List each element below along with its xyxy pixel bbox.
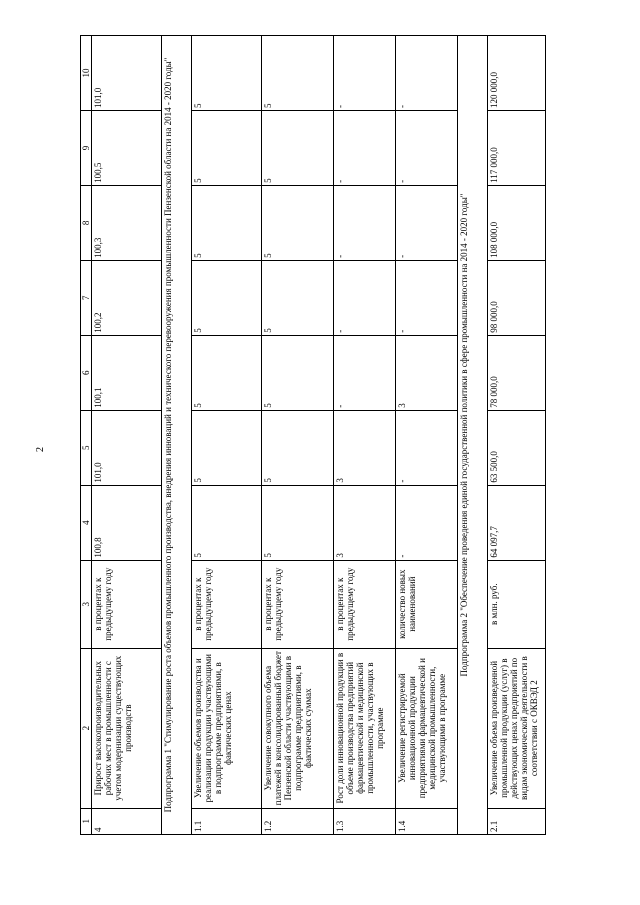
indicator-name: Увеличение объемов производства и реализации продукции участвующими в подпрограмме предприятиями, в фактических ценах: [192, 648, 262, 808]
row-number: 2.1: [488, 808, 546, 834]
indicator-table-container: [80, 35, 600, 835]
value-cell: 3: [396, 335, 458, 410]
value-cell: 100,8: [92, 485, 162, 560]
table-row: [92, 36, 162, 835]
value-cell: 5: [192, 335, 262, 410]
row-number: 4: [92, 808, 162, 834]
value-cell: 120 000,0: [488, 36, 546, 111]
header-row: [81, 36, 92, 835]
value-cell: -: [334, 110, 396, 185]
row-number: 1.4: [396, 808, 458, 834]
value-cell: -: [334, 335, 396, 410]
value-cell: 100,5: [92, 110, 162, 185]
value-cell: 117 000,0: [488, 110, 546, 185]
value-cell: 101,0: [92, 36, 162, 111]
value-cell: 78 000,0: [488, 335, 546, 410]
page-number: 2: [35, 447, 46, 452]
value-cell: 5: [262, 185, 334, 260]
value-cell: 5: [192, 260, 262, 335]
table-row: [262, 36, 334, 835]
row-number: 1.3: [334, 808, 396, 834]
value-cell: 3: [334, 410, 396, 485]
header-cell: 4: [81, 485, 92, 560]
unit: в млн. руб.: [488, 560, 546, 648]
header-cell: 2: [81, 648, 92, 808]
table-row: [192, 36, 262, 835]
value-cell: -: [334, 36, 396, 111]
value-cell: 5: [262, 36, 334, 111]
value-cell: 101,0: [92, 410, 162, 485]
indicator-name: Увеличение объема произведенной промышленной продукции (услуг) в действующих ценах предприятий по видам экономической деятельности в соответствии с ОКВЭД 2: [488, 648, 546, 808]
value-cell: 5: [262, 110, 334, 185]
value-cell: 100,2: [92, 260, 162, 335]
table-row: [488, 36, 546, 835]
value-cell: 3: [334, 485, 396, 560]
subprogram-title: Подпрограмма 1 "Стимулирование роста объемов промышленного производства, внедрения инноваций и технического перевооружения промышленности Пензенской области на 2014 - 2020 годы": [162, 36, 192, 835]
value-cell: -: [396, 110, 458, 185]
value-cell: 64 097,7: [488, 485, 546, 560]
header-cell: 5: [81, 410, 92, 485]
subprogram-row: [162, 36, 192, 835]
unit: в процентах к предыдущему году: [334, 560, 396, 648]
value-cell: 108 000,0: [488, 185, 546, 260]
header-cell: 9: [81, 110, 92, 185]
value-cell: 100,3: [92, 185, 162, 260]
value-cell: -: [396, 260, 458, 335]
value-cell: -: [396, 485, 458, 560]
value-cell: 5: [192, 36, 262, 111]
value-cell: -: [396, 185, 458, 260]
unit: в процентах к предыдущему году: [92, 560, 162, 648]
indicator-name: Рост доли инновационной продукции в объеме производства предприятий фармацевтической и медицинской промышленности, участвующих в программе: [334, 648, 396, 808]
indicator-table: [80, 35, 546, 835]
unit: в процентах к предыдущему году: [262, 560, 334, 648]
header-cell: 10: [81, 36, 92, 111]
header-cell: 3: [81, 560, 92, 648]
row-number: 1.2: [262, 808, 334, 834]
value-cell: 5: [262, 260, 334, 335]
header-cell: 1: [81, 808, 92, 834]
value-cell: 63 500,0: [488, 410, 546, 485]
value-cell: 5: [192, 185, 262, 260]
unit: в процентах к предыдущему году: [192, 560, 262, 648]
indicator-name: Прирост высокопроизводительных рабочих мест в промышленности с учетом модернизации существующих производств: [92, 648, 162, 808]
value-cell: 98 000,0: [488, 260, 546, 335]
value-cell: -: [396, 36, 458, 111]
value-cell: 5: [192, 110, 262, 185]
header-cell: 7: [81, 260, 92, 335]
header-cell: 6: [81, 335, 92, 410]
value-cell: 100,1: [92, 335, 162, 410]
table-row: [334, 36, 396, 835]
value-cell: -: [396, 410, 458, 485]
indicator-name: Увеличение регистрируемой инновационной продукции предприятиями фармацевтической и медицинской промышленности, участвующими в программе: [396, 648, 458, 808]
value-cell: 5: [192, 485, 262, 560]
header-cell: 8: [81, 185, 92, 260]
subprogram-row: [458, 36, 488, 835]
row-number: 1.1: [192, 808, 262, 834]
table-row: [396, 36, 458, 835]
indicator-name: Увеличение совокупного объема платежей в консолидированный бюджет Пензенской области участвующими в подпрограмме предприятиями, в фактических суммах: [262, 648, 334, 808]
value-cell: -: [334, 185, 396, 260]
value-cell: 5: [262, 335, 334, 410]
value-cell: 5: [262, 410, 334, 485]
value-cell: -: [334, 260, 396, 335]
subprogram-title: Подпрограмма 2 "Обеспечение проведения единой государственной политики в сфере промышленности на 2014 - 2020 годы": [458, 36, 488, 835]
value-cell: 5: [262, 485, 334, 560]
unit: количество новых наименований: [396, 560, 458, 648]
value-cell: 5: [192, 410, 262, 485]
